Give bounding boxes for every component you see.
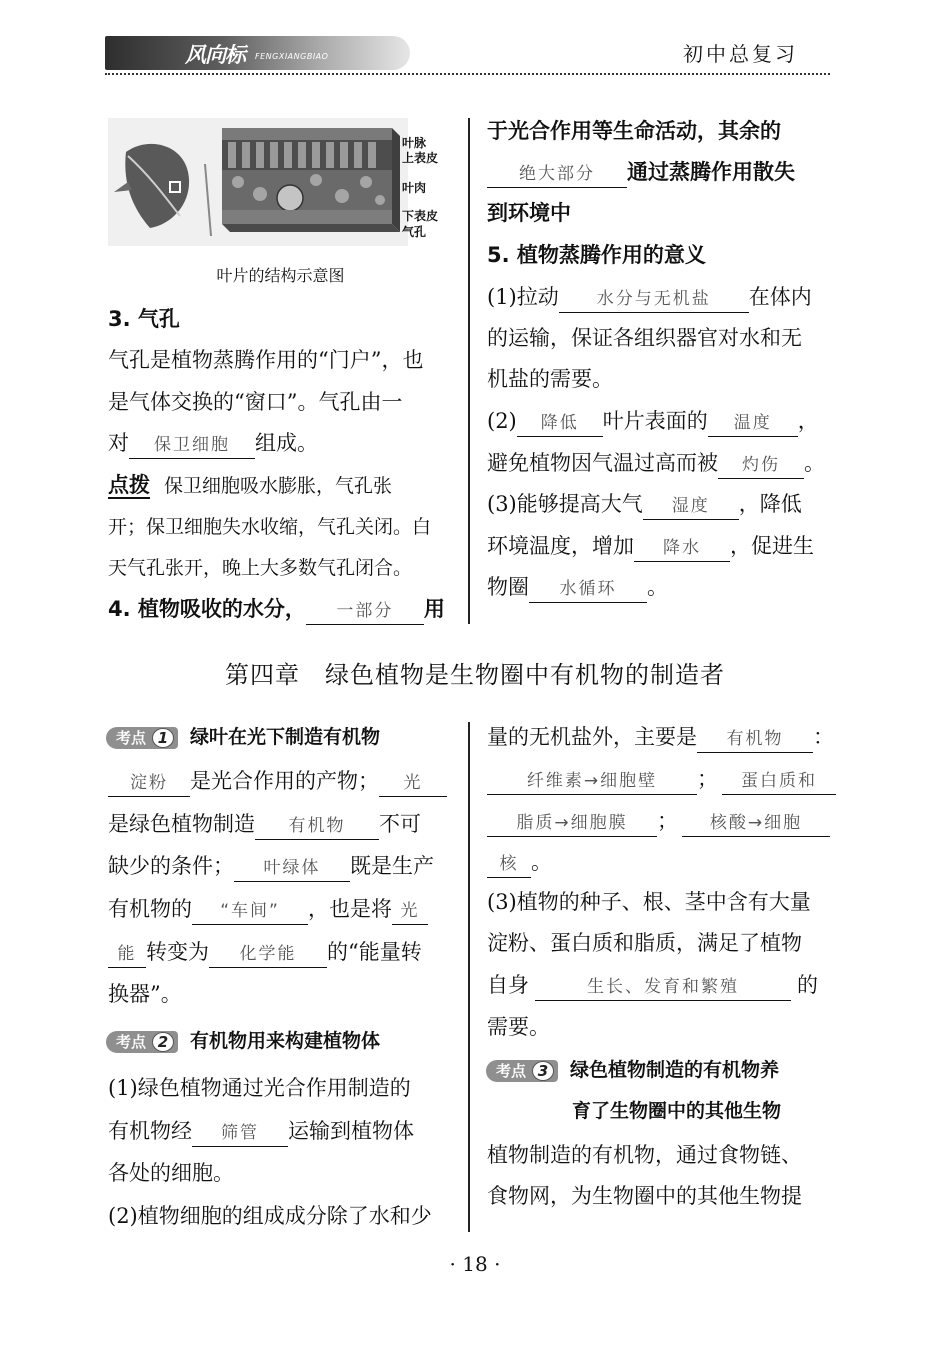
label-upper-epidermis: 上表皮 xyxy=(402,151,439,165)
text-line: 量的无机盐外，主要是 有机物 ： xyxy=(487,722,834,752)
text-line: 脂质→细胞膜 ； 核酸→细胞 xyxy=(487,806,830,836)
text-line: 核 。 xyxy=(487,847,552,877)
text-line: 植物制造的有机物，通过食物链、 xyxy=(487,1143,802,1167)
text-line: 需要。 xyxy=(487,1015,550,1039)
leaf-icon xyxy=(114,132,196,232)
leaf-cross-section-icon xyxy=(204,124,404,242)
column-divider xyxy=(468,118,470,624)
answer-blank: 核 xyxy=(487,851,531,878)
text-line: 淀粉 是光合作用的产物； 光 xyxy=(108,766,447,796)
answer-blank: 保卫细胞 xyxy=(129,432,255,459)
answer-blank: 有机物 xyxy=(697,726,813,753)
kaodian-number: 2 xyxy=(152,1032,174,1052)
text-line: 于光合作用等生命活动，其余的 xyxy=(487,119,781,143)
kaodian-heading-3-continued: 育了生物圈中的其他生物 xyxy=(572,1100,782,1122)
text-line: 换器”。 xyxy=(108,982,182,1006)
kaodian-heading-2: 考点 2 有机物用来构建植物体 xyxy=(106,1026,380,1056)
answer-blank: 化学能 xyxy=(209,941,327,968)
answer-blank: 叶绿体 xyxy=(234,855,350,882)
answer-blank: 纤维素→细胞壁 xyxy=(487,768,697,795)
figure-caption: 叶片的结构示意图 xyxy=(216,266,345,285)
answer-blank: 降低 xyxy=(517,410,603,437)
leaf-structure-figure xyxy=(108,118,453,246)
chapter-title: 第四章 绿色植物是生物圈中有机物的制造者 xyxy=(225,661,725,689)
text-line: 气孔是植物蒸腾作用的“门户”，也 xyxy=(108,348,424,372)
text-line: 有机物经 筛管 运输到植物体 xyxy=(108,1116,414,1146)
answer-blank: 有机物 xyxy=(255,813,379,840)
answer-blank: 蛋白质和 xyxy=(722,768,836,795)
section-heading-water: 4. 植物吸收的水分， 一部分 用 xyxy=(108,594,445,624)
text-line: (3)能够提高大气 湿度 ，降低 xyxy=(487,489,802,519)
label-lower-epidermis: 下表皮 xyxy=(402,209,439,223)
page-number: · 18 · xyxy=(449,1252,501,1276)
answer-blank: 温度 xyxy=(708,410,798,437)
text-line: (3)植物的种子、根、茎中含有大量 xyxy=(487,890,811,914)
text-line: 各处的细胞。 xyxy=(108,1161,234,1185)
answer-blank: 水分与无机盐 xyxy=(559,286,749,313)
column-divider xyxy=(468,722,470,1232)
book-title: 初中总复习 xyxy=(683,42,798,66)
answer-blank: 淀粉 xyxy=(108,770,190,797)
tip-line: 开；保卫细胞失水收缩，气孔关闭。白 xyxy=(108,516,432,538)
answer-blank: 灼伤 xyxy=(718,452,804,479)
text-line: 绝大部分 通过蒸腾作用散失 xyxy=(487,157,795,187)
text-line: 环境温度，增加 降水 ，促进生 xyxy=(487,531,814,561)
text-line: 有机物的 “车间” ，也是将 光 xyxy=(108,894,428,924)
tip-line: 点拨 保卫细胞吸水膨胀，气孔张 xyxy=(108,473,393,497)
label-mesophyll: 叶肉 xyxy=(402,181,427,195)
kaodian-number: 1 xyxy=(152,728,174,748)
section-heading-stoma: 3. 气孔 xyxy=(108,307,180,331)
kaodian-heading-3: 考点 3 绿色植物制造的有机物养 xyxy=(486,1055,779,1085)
answer-blank: 筛管 xyxy=(192,1120,288,1147)
text-line: 机盐的需要。 xyxy=(487,367,613,391)
answer-blank: “车间” xyxy=(192,898,308,925)
kaodian-number: 3 xyxy=(532,1061,554,1081)
answer-blank: 一部分 xyxy=(306,598,424,625)
text-line: 到环境中 xyxy=(487,201,571,225)
header-divider xyxy=(105,73,830,75)
kaodian-heading-1: 考点 1 绿叶在光下制造有机物 xyxy=(106,722,380,752)
answer-blank: 湿度 xyxy=(643,493,739,520)
text-line: 是气体交换的“窗口”。气孔由一 xyxy=(108,390,403,414)
text-line: 食物网，为生物圈中的其他生物提 xyxy=(487,1184,802,1208)
text-line: (1)绿色植物通过光合作用制造的 xyxy=(108,1076,411,1100)
label-vein: 叶脉 xyxy=(402,136,427,150)
text-line: 物圈 水循环 。 xyxy=(487,572,668,602)
text-line: (1)拉动 水分与无机盐 在体内 xyxy=(487,282,812,312)
answer-blank: 能 xyxy=(108,941,146,968)
text-line: 淀粉、蛋白质和脂质，满足了植物 xyxy=(487,931,802,955)
brand-logo xyxy=(105,36,410,70)
text-line: 对 保卫细胞 组成。 xyxy=(108,428,318,458)
text-line: 自身 生长、发育和繁殖 的 xyxy=(487,970,818,1000)
answer-blank: 光 xyxy=(379,770,447,797)
text-line: 纤维素→细胞壁 ； 蛋白质和 xyxy=(487,764,836,794)
label-stoma: 气孔 xyxy=(402,225,427,239)
text-line: (2) 降低 叶片表面的 温度 ， xyxy=(487,406,819,436)
answer-blank: 绝大部分 xyxy=(487,161,627,188)
logo-text: 风向标 xyxy=(185,43,245,67)
kaodian-badge: 考点 3 xyxy=(486,1060,558,1082)
text-line: 的运输，保证各组织器官对水和无 xyxy=(487,326,802,350)
section-heading-transpiration: 5. 植物蒸腾作用的意义 xyxy=(487,243,706,267)
text-line: 是绿色植物制造 有机物 不可 xyxy=(108,809,421,839)
tip-line: 天气孔张开，晚上大多数气孔闭合。 xyxy=(108,557,413,579)
text-line: 避免植物因气温过高而被 灼伤 。 xyxy=(487,448,825,478)
kaodian-badge: 考点 1 xyxy=(106,727,178,749)
page-header xyxy=(105,36,830,76)
logo-pinyin: FENGXIANGBIAO xyxy=(255,52,329,61)
text-line: 能 转变为 化学能 的“能量转 xyxy=(108,937,422,967)
tip-label: 点拨 xyxy=(108,473,150,497)
text-line: 缺少的条件； 叶绿体 既是生产 xyxy=(108,851,434,881)
text-line: (2)植物细胞的组成成分除了水和少 xyxy=(108,1204,432,1228)
answer-blank: 水循环 xyxy=(529,576,647,603)
answer-blank: 生长、发育和繁殖 xyxy=(535,974,791,1001)
answer-blank: 脂质→细胞膜 xyxy=(487,810,657,837)
answer-blank: 降水 xyxy=(634,535,730,562)
answer-blank: 核酸→细胞 xyxy=(682,810,830,837)
answer-blank: 光 xyxy=(392,898,428,925)
kaodian-badge: 考点 2 xyxy=(106,1031,178,1053)
